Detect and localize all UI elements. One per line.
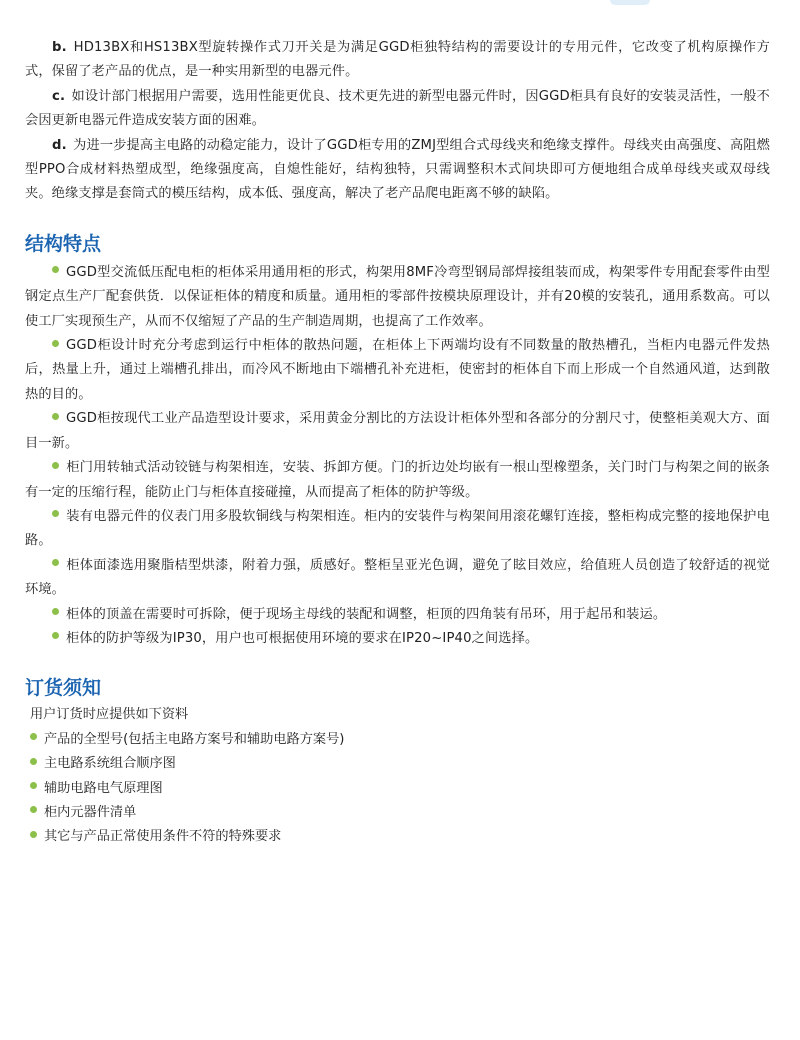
bullet-text: GGD柜按现代工业产品造型设计要求，采用黄金分割比的方法设计柜体外型和各部分的分割尺寸，使整柜美观大方、面目一新。 xyxy=(25,411,770,451)
bullet-dot-icon xyxy=(30,733,37,740)
ordering-item-text: 辅助电路电气原理图 xyxy=(44,780,163,796)
item-label: d. xyxy=(52,137,67,153)
bullet-text: GGD柜设计时充分考虑到运行中柜体的散热问题，在柜体上下两端均设有不同数量的散热槽孔，当柜内电器元件发热后，热量上升，通过上端槽孔排出，而冷风不断地由下端槽孔补充进柜，使密封的柜体自下而上形成一个自然通风道，达到散热的目的。 xyxy=(25,338,770,402)
bullet-dot-icon xyxy=(52,608,59,615)
ordering-section xyxy=(25,675,770,849)
ordering-item xyxy=(25,801,770,825)
bullet-dot-icon xyxy=(52,510,59,517)
intro-item-c xyxy=(25,85,770,134)
ordering-list xyxy=(25,728,770,850)
bullet-dot-icon xyxy=(52,413,59,420)
ordering-item-text: 柜内元器件清单 xyxy=(44,804,137,820)
ordering-item-text: 其它与产品正常使用条件不符的特殊要求 xyxy=(44,829,282,845)
structure-heading: 结构特点 xyxy=(25,232,102,255)
bullet-text: GGD型交流低压配电柜的柜体采用通用柜的形式，构架用8MF冷弯型钢局部焊接组装而成，构架零件专用配套零件由型钢定点生产厂配套供货．以保证柜体的精度和质量。通用柜的零部件按模块原理设计，并有20模的安装孔，通用系数高。可以使工厂实现预生产，从而不仅缩短了产品的生产制造周期，也提高了工作效率。 xyxy=(25,264,770,329)
bullet-dot-icon xyxy=(30,831,37,838)
bullet-dot-icon xyxy=(30,806,37,813)
structure-section xyxy=(25,231,770,652)
bullet-text: 柜体的顶盖在需要时可拆除，便于现场主母线的装配和调整，柜顶的四角装有吊环，用于起吊和装运。 xyxy=(66,606,667,622)
structure-bullet xyxy=(25,627,770,651)
ordering-intro: 用户订货时应提供如下资料 xyxy=(30,707,189,723)
corner-decoration xyxy=(610,0,650,5)
bullet-dot-icon xyxy=(52,632,59,639)
structure-bullet xyxy=(25,261,770,334)
structure-bullet xyxy=(25,334,770,407)
intro-item-b xyxy=(25,36,770,85)
item-text: 为进一步提高主电路的动稳定能力，设计了GGD柜专用的ZMJ型组合式母线夹和绝缘支撑件。母线夹由高强度、高阻燃型PPO合成材料热塑成型，绝缘强度高，自熄性能好，结构独特，只需调整积木式间块即可方便地组合成单母线夹或双母线夹。绝缘支撑是套筒式的模压结构，成本低、强度高，解决了老产品爬电距离不够的缺陷。 xyxy=(25,137,771,202)
bullet-dot-icon xyxy=(52,340,59,347)
structure-bullet xyxy=(25,456,770,505)
item-label: c. xyxy=(52,88,66,104)
ordering-item xyxy=(25,752,770,776)
bullet-text: 柜门用转轴式活动铰链与构架相连，安装、拆卸方便。门的折边处均嵌有一根山型橡塑条，关门时门与构架之间的嵌条有一定的压缩行程，能防止门与柜体直接碰撞，从而提高了柜体的防护等级。 xyxy=(25,460,770,500)
bullet-dot-icon xyxy=(52,266,59,273)
ordering-item xyxy=(25,777,770,801)
item-text: HD13BX和HS13BX型旋转操作式刀开关是为满足GGD柜独特结构的需要设计的专用元件，它改变了机构原操作方式，保留了老产品的优点，是一种实用新型的电器元件。 xyxy=(25,40,771,80)
structure-bullet xyxy=(25,505,770,554)
bullet-text: 柜体的防护等级为IP30，用户也可根据使用环境的要求在IP20~IP40之间选择。 xyxy=(66,630,539,646)
ordering-heading: 订货须知 xyxy=(25,677,102,700)
intro-section xyxy=(25,36,770,207)
ordering-item xyxy=(25,825,770,849)
document-page xyxy=(25,36,770,850)
bullet-dot-icon xyxy=(30,782,37,789)
ordering-item-text: 主电路系统组合顺序图 xyxy=(44,756,176,772)
ordering-item xyxy=(25,728,770,752)
bullet-dot-icon xyxy=(52,559,59,566)
item-label: b. xyxy=(52,40,67,55)
bullet-dot-icon xyxy=(30,758,37,765)
bullet-text: 装有电器元件的仪表门用多股软铜线与构架相连。柜内的安装件与构架间用滚花螺钉连接，整柜构成完整的接地保护电路。 xyxy=(25,508,770,549)
bullet-dot-icon xyxy=(52,462,59,469)
intro-item-d xyxy=(25,134,770,207)
structure-bullet xyxy=(25,554,770,603)
bullet-text: 柜体面漆选用聚脂桔型烘漆，附着力强，质感好。整柜呈亚光色调，避免了眩目效应，给值班人员创造了较舒适的视觉环境。 xyxy=(25,557,770,598)
structure-bullet xyxy=(25,407,770,456)
item-text: 如设计部门根据用户需要，选用性能更优良、技术更先进的新型电器元件时，因GGD柜具有良好的安装灵活性，一般不会因更新电器元件造成安装方面的困难。 xyxy=(25,88,770,129)
ordering-item-text: 产品的全型号(包括主电路方案号和辅助电路方案号) xyxy=(44,731,345,747)
structure-bullet xyxy=(25,603,770,627)
